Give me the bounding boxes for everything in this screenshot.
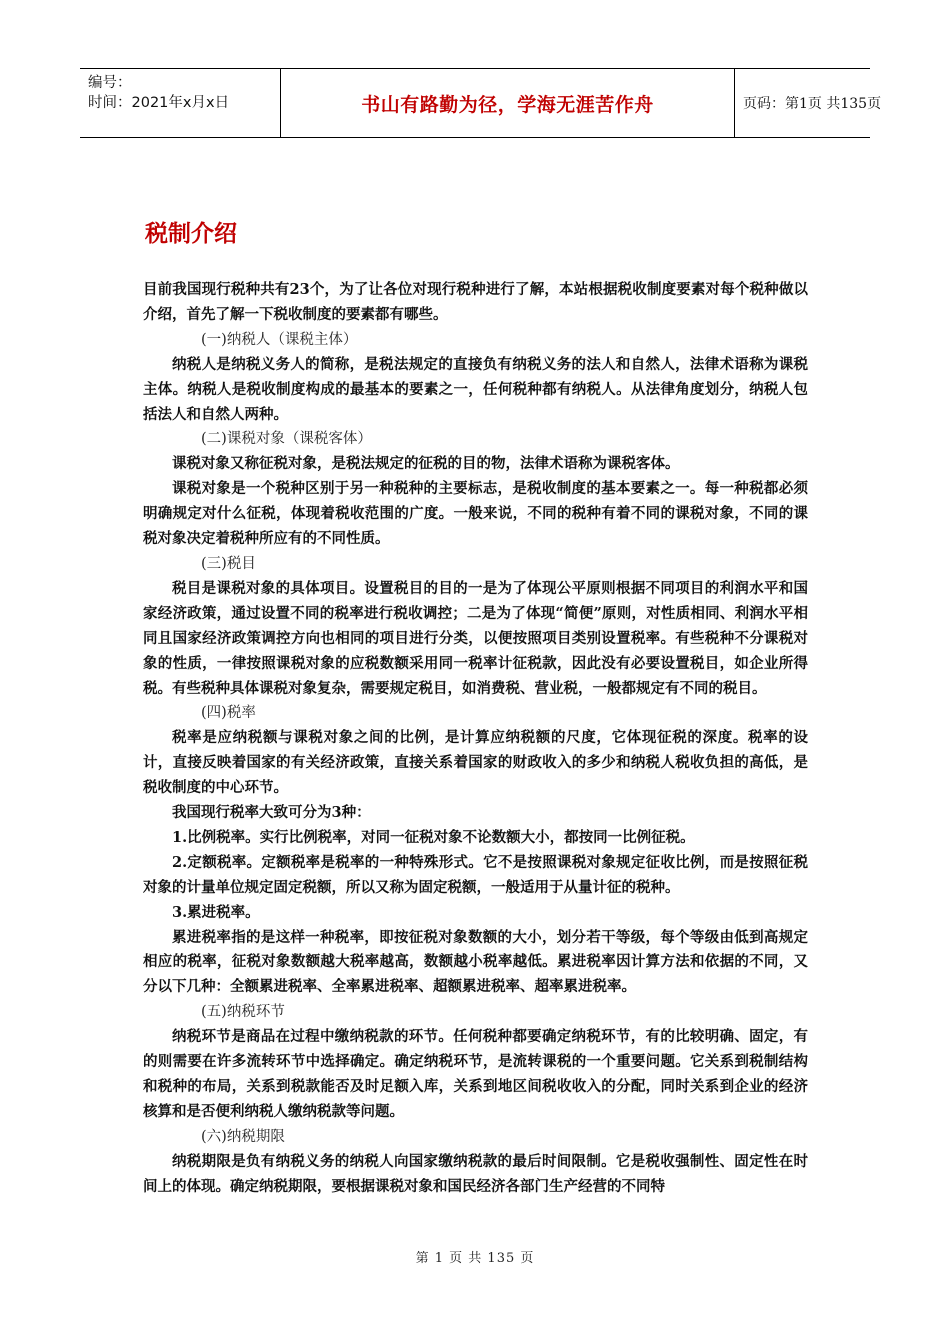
header-motto: 书山有路勤为径，学海无涯苦作舟	[280, 69, 735, 137]
document-title: 税制介绍	[145, 221, 237, 247]
header-page-info: 页码：第1页 共135页	[743, 96, 882, 112]
section-heading: (一)纳税人（课税主体）	[201, 331, 358, 348]
number-label: 编号：	[88, 75, 132, 91]
body-paragraph: 累进税率指的是这样一种税率，即按征税对象数额的大小，划分若干等级，每个等级由低到高规定相应的税率，征税对象数额越大税率越高，数额越小税率越低。累进税率因计算方法和依据的不同，又分以下几种：全额累进税率、全率累进税率、超额累进税率、超率累进税率。	[143, 928, 808, 996]
body-paragraph: 纳税人是纳税义务人的简称，是税法规定的直接负有纳税义务的法人和自然人，法律术语称为课税主体。纳税人是税收制度构成的最基本的要素之一，任何税种都有纳税人。从法律角度划分，纳税人包括法人和自然人两种。	[143, 355, 808, 423]
intro-paragraph: 目前我国现行税种共有23个，为了让各位对现行税种进行了解，本站根据税收制度要素对每个税种做以介绍，首先了解一下税收制度的要素都有哪些。	[143, 281, 808, 323]
date-text: 时间：2021年x月x日	[88, 95, 230, 111]
list-item: 2.定额税率。定额税率是税率的一种特殊形式。它不是按照课税对象规定征收比例，而是按照征税对象的计量单位规定固定税额，所以又称为固定税额，一般适用于从量计征的税种。	[143, 853, 808, 896]
list-item: 1.比例税率。实行比例税率，对同一征税对象不论数额大小，都按同一比例征税。	[172, 828, 695, 846]
section-heading: (二)课税对象（课税客体）	[201, 431, 372, 448]
section-heading: (四)税率	[201, 705, 256, 722]
body-paragraph: 税目是课税对象的具体项目。设置税目的目的一是为了体现公平原则根据不同项目的利润水平和国家经济政策，通过设置不同的税率进行税收调控；二是为了体现“简便”原则，对性质相同、利润水平相同且国家经济政策调控方向也相同的项目进行分类，以便按照项目类别设置税率。有些税种不分课税对象的性质，一律按照课税对象的应税数额采用同一税率计征税款，因此没有必要设置税目，如企业所得税。有些税种具体课税对象复杂，需要规定税目，如消费税、营业税，一般都规定有不同的税目。	[143, 579, 808, 697]
body-paragraph: 税率是应纳税额与课税对象之间的比例，是计算应纳税额的尺度，它体现征税的深度。税率的设计，直接反映着国家的有关经济政策，直接关系着国家的财政收入的多少和纳税人税收负担的高低，是税收制度的中心环节。	[143, 729, 808, 797]
body-paragraph: 课税对象是一个税种区别于另一种税种的主要标志，是税收制度的基本要素之一。每一种税都必须明确规定对什么征税，体现着税收范围的广度。一般来说，不同的税种有着不同的课税对象，不同的课税对象决定着税种所应有的不同性质。	[143, 480, 808, 548]
body-paragraph: 课税对象又称征税对象，是税法规定的征税的目的物，法律术语称为课税客体。	[172, 455, 680, 473]
header-meta	[80, 69, 280, 137]
list-item: 3.累进税率。	[172, 903, 260, 921]
page-footer: 第 1 页 共 135 页	[415, 1251, 535, 1266]
body-paragraph: 纳税期限是负有纳税义务的纳税人向国家缴纳税款的最后时间限制。它是税收强制性、固定性在时间上的体现。确定纳税期限，要根据课税对象和国民经济各部门生产经营的不同特	[143, 1152, 808, 1195]
page-header	[80, 68, 882, 138]
body-paragraph: 我国现行税率大致可分为3种：	[172, 804, 371, 822]
section-heading: (五)纳税环节	[201, 1004, 285, 1021]
section-heading: (三)税目	[201, 555, 256, 572]
document-body	[143, 278, 808, 1200]
body-paragraph: 纳税环节是商品在过程中缴纳税款的环节。任何税种都要确定纳税环节，有的比较明确、固定，有的则需要在许多流转环节中选择确定。确定纳税环节，是流转课税的一个重要问题。它关系到税制结构和税种的布局，关系到税款能否及时足额入库，关系到地区间税收收入的分配，同时关系到企业的经济核算和是否便利纳税人缴纳税款等问题。	[143, 1028, 808, 1120]
section-heading: (六)纳税期限	[201, 1128, 285, 1145]
